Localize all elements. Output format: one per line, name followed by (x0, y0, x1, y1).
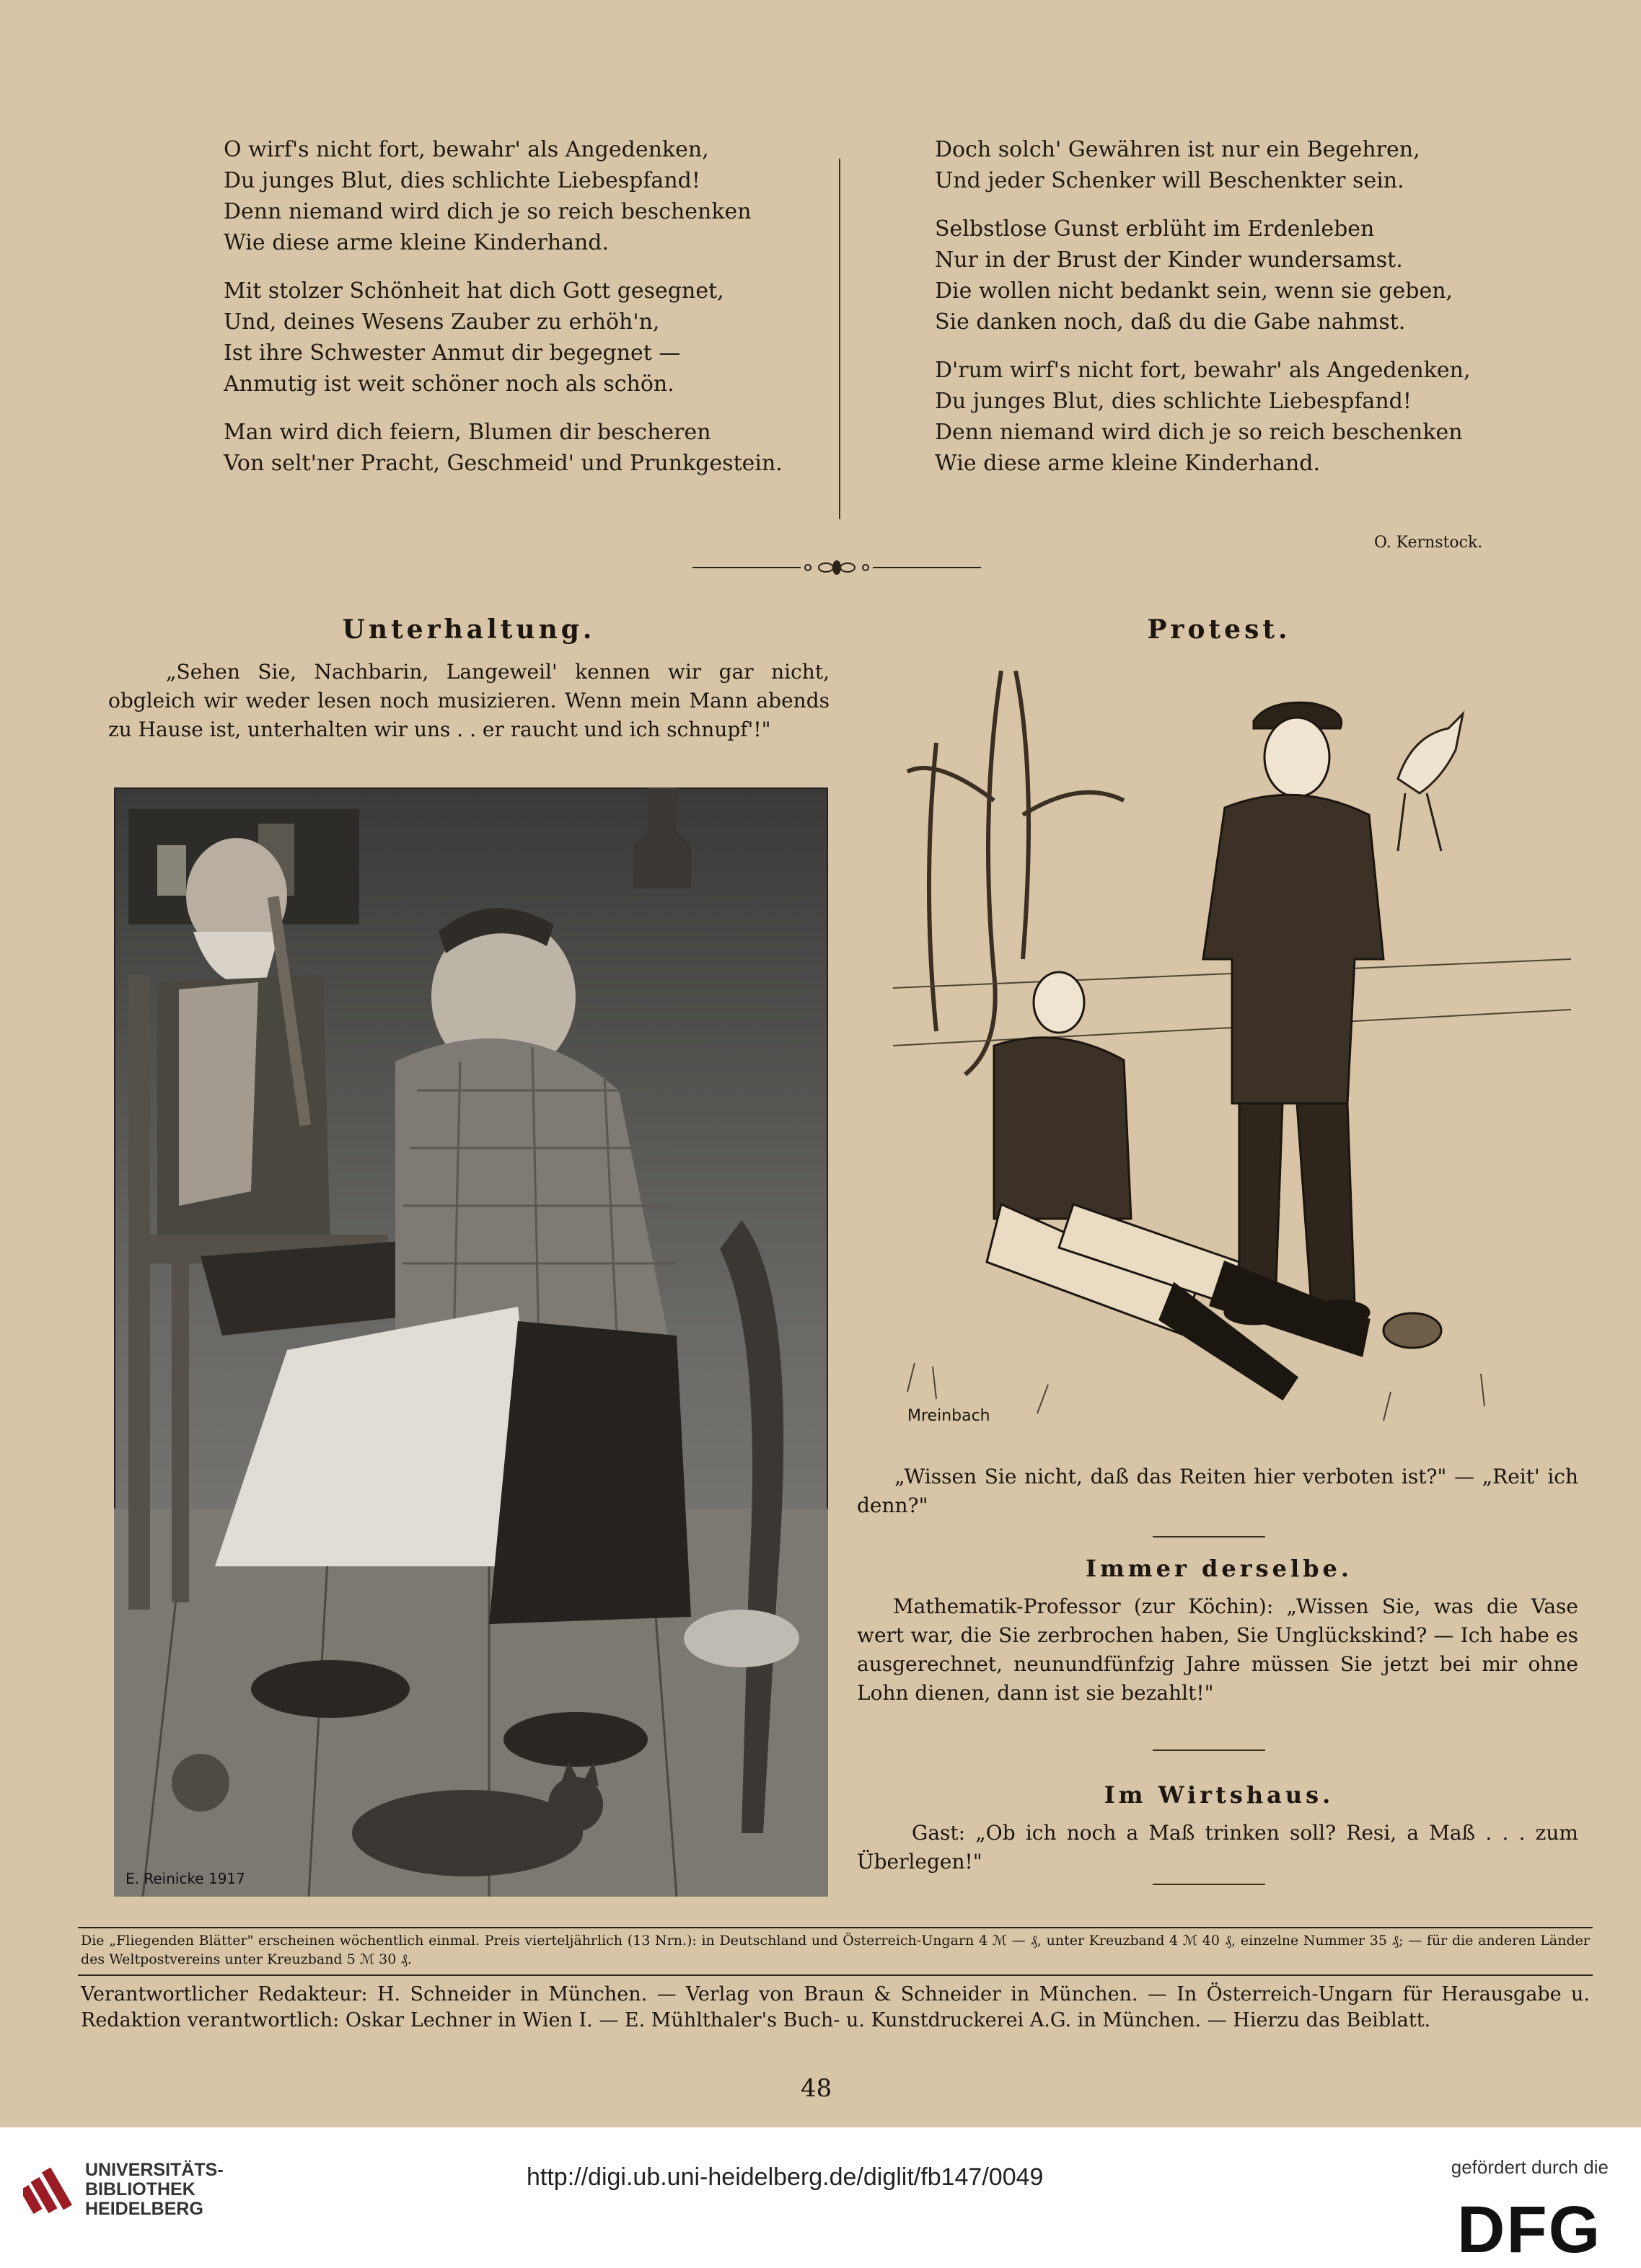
poem-line: Denn niemand wird dich je so reich beschenken (935, 420, 1463, 445)
poem-line: Doch solch' Gewähren ist nur ein Begehren, (935, 137, 1420, 162)
university-library-name (85, 2161, 224, 2219)
poem-line: Wie diese arme kleine Kinderhand. (935, 451, 1321, 476)
library-line-1: UNIVERSITÄTS- (85, 2160, 224, 2180)
source-url-link[interactable]: http://digi.ub.uni-heidelberg.de/diglit/fb147/0049 (527, 2163, 1044, 2191)
short-rule-2 (1153, 1749, 1265, 1751)
page-number: 48 (801, 2074, 832, 2103)
poem-line: D'rum wirf's nicht fort, bewahr' als Angedenken, (935, 358, 1471, 383)
left-stanza (224, 417, 783, 479)
heading-immer-derselbe: Immer derselbe. (1085, 1555, 1353, 1582)
poem-line: Du junges Blut, dies schlichte Liebespfand! (935, 389, 1412, 414)
poem-right-column (935, 134, 1471, 496)
illustration-police-officer (893, 671, 1571, 1450)
library-line-2: BIBLIOTHEK (85, 2179, 195, 2199)
footer-rule-top (78, 1927, 1593, 1928)
library-line-3: HEIDELBERG (85, 2199, 203, 2219)
left-stanza (224, 275, 783, 400)
heading-unterhaltung: Unterhaltung. (342, 614, 596, 645)
footer-rule-middle (78, 1974, 1593, 1976)
poem-line: Anmutig ist weit schöner noch als schön. (224, 371, 674, 397)
left-stanza (224, 134, 783, 258)
subscription-notice: Die „Fliegenden Blätter" erscheinen wöchentlich einmal. Preis vierteljährlich (13 Nrn.): in Deutschland und Österreich-Ungarn 4 ℳ — ₰, unter Kreuzband 4 ℳ 40 ₰, einzelne Nummer 35 ₰; — für die anderen Länder des Weltpostvereins unter Kreuzband 5 ℳ 30 ₰. (81, 1933, 1590, 1967)
heading-im-wirtshaus: Im Wirtshaus. (1104, 1781, 1334, 1809)
im-wirtshaus-text: Gast: „Ob ich noch a Maß trinken soll? Resi, a Maß . . . zum Überlegen!" (857, 1821, 1578, 1874)
poem-line: Die wollen nicht bedankt sein, wenn sie geben, (935, 278, 1453, 304)
protest-caption: „Wissen Sie nicht, daß das Reiten hier verboten ist?" — „Reit' ich denn?" (857, 1465, 1578, 1517)
poem-line: Denn niemand wird dich je so reich beschenken (224, 199, 752, 224)
poem-line: Ist ihre Schwester Anmut dir begegnet — (224, 340, 681, 366)
poem-line: Nur in der Brust der Kinder wundersamst. (935, 247, 1403, 273)
poem-line: Wie diese arme kleine Kinderhand. (224, 230, 610, 255)
illustration-signature-reinicke: E. Reinicke 1917 (126, 1870, 245, 1887)
poem-line: Von selt'ner Pracht, Geschmeid' und Prunkgestein. (224, 451, 783, 476)
heading-protest: Protest. (1147, 614, 1291, 645)
right-stanza (935, 213, 1471, 337)
poem-line: Man wird dich feiern, Blumen dir bescheren (224, 420, 711, 445)
poem-line: Sie danken noch, daß du die Gabe nahmst. (935, 309, 1406, 335)
poem-line: Und, deines Wesens Zauber zu erhöh'n, (224, 309, 660, 335)
column-divider (839, 159, 840, 519)
right-stanza (935, 355, 1471, 479)
illustration-signature-protest: Mreinbach (907, 1407, 990, 1425)
poem-author: O. Kernstock. (1374, 534, 1483, 552)
poem-left-column (224, 134, 783, 496)
ornament-divider (692, 557, 981, 578)
poem-line: Selbstlose Gunst erblüht im Erdenleben (935, 216, 1375, 242)
illustration-couple-at-home (114, 787, 828, 1897)
funded-by-text: gefördert durch die (1451, 2156, 1609, 2178)
editorial-imprint: Verantwortlicher Redakteur: H. Schneider in München. — Verlag von Braun & Schneider in München. — In Österreich-Ungarn für Herausgabe u. Redaktion verantwortlich: Oskar Lechner in Wien I. — E. Mühlthaler's Buch- u. Kunstdruckerei A.G. in München. — Hierzu das Beiblatt. (81, 1983, 1590, 2031)
right-stanza (935, 134, 1471, 196)
university-library-logo-icon (23, 2160, 78, 2215)
poem-line: Du junges Blut, dies schlichte Liebespfand! (224, 168, 700, 193)
poem-line: Mit stolzer Schönheit hat dich Gott gesegnet, (224, 278, 724, 304)
short-rule-3 (1153, 1884, 1265, 1885)
unterhaltung-text: „Sehen Sie, Nachbarin, Langeweil' kennen wir gar nicht, obgleich wir weder lesen noch musizieren. Wenn mein Mann abends zu Hause ist, unterhalten wir uns . . er raucht und ich schnupf'!" (108, 660, 830, 741)
immer-derselbe-text: Mathematik-Professor (zur Köchin): „Wissen Sie, was die Vase wert war, die Sie zerbrochen haben, Sie Unglückskind? — Ich habe es ausgerechnet, neunundfünfzig Jahre müssen Sie jetzt bei mir ohne Lohn dienen, dann ist sie bezahlt!" (857, 1594, 1578, 1705)
short-rule-1 (1153, 1536, 1265, 1537)
poem-line: O wirf's nicht fort, bewahr' als Angedenken, (224, 137, 709, 162)
poem-line: Und jeder Schenker will Beschenkter sein. (935, 168, 1404, 193)
dfg-logo: DFG (1457, 2193, 1602, 2267)
